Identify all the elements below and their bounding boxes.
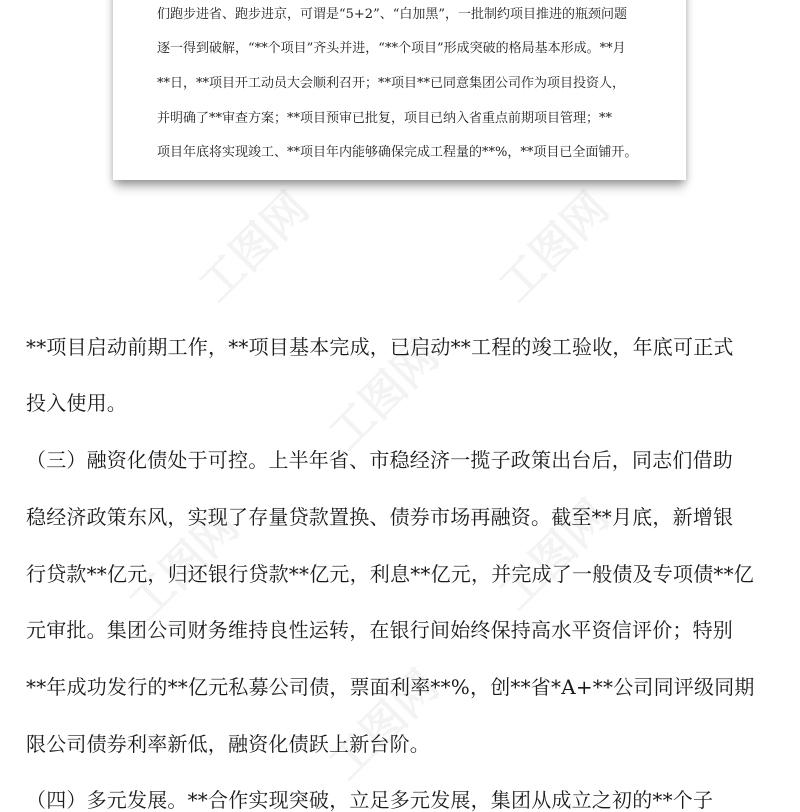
section-heading-line: （三）融资化债处于可控。上半年省、市稳经济一揽子政策出台后，同志们借助 <box>26 448 733 472</box>
body-text-line: **年成功发行的**亿元私募公司债，票面利率**%，创**省*A+**公司同评级同期 <box>26 675 755 699</box>
watermark: 工图网 <box>319 660 449 790</box>
body-text-line: 投入使用。 <box>26 391 127 415</box>
card-text-line: **日，**项目开工动员大会顺利召开；**项目**已同意集团公司作为项目投资人， <box>157 76 626 91</box>
section-heading-line: （四）多元发展。**合作实现突破，立足多元发展，集团从成立之初的**个子 <box>26 788 714 812</box>
watermark: 工图网 <box>319 330 449 460</box>
watermark: 工图网 <box>189 182 319 312</box>
watermark: 工图网 <box>489 182 619 312</box>
watermark: 工图网 <box>119 500 249 630</box>
body-text-line: 稳经济政策东风，实现了存量贷款置换、债券市场再融资。截至**月底，新增银 <box>26 505 734 529</box>
body-text-line: 元审批。集团公司财务维持良性运转，在银行间始终保持高水平资信评价；特别 <box>26 618 733 642</box>
body-text-line: **项目启动前期工作，**项目基本完成，已启动**工程的竣工验收，年底可正式 <box>26 335 734 359</box>
body-text-line: 行贷款**亿元，归还银行贷款**亿元，利息**亿元，并完成了一般债及专项债**亿 <box>26 562 754 586</box>
document-excerpt-card <box>113 0 686 180</box>
watermark: 工图网 <box>489 490 619 620</box>
card-text-line: 逐一得到破解，“**个项目”齐头并进，“**个项目”形成突破的格局基本形成。**月 <box>157 41 626 56</box>
body-text-line: 限公司债券利率新低，融资化债跃上新台阶。 <box>26 732 430 756</box>
card-text-line: 并明确了**审查方案；**项目预审已批复，项目已纳入省重点前期项目管理；** <box>157 111 613 126</box>
card-text-line: 项目年底将实现竣工、**项目年内能够确保完成工程量的**%，**项目已全面铺开。 <box>157 145 638 160</box>
card-text-line: 们跑步进省、跑步进京，可谓是“5+2”、“白加黑”，一批制约项目推进的瓶颈问题 <box>157 7 628 22</box>
